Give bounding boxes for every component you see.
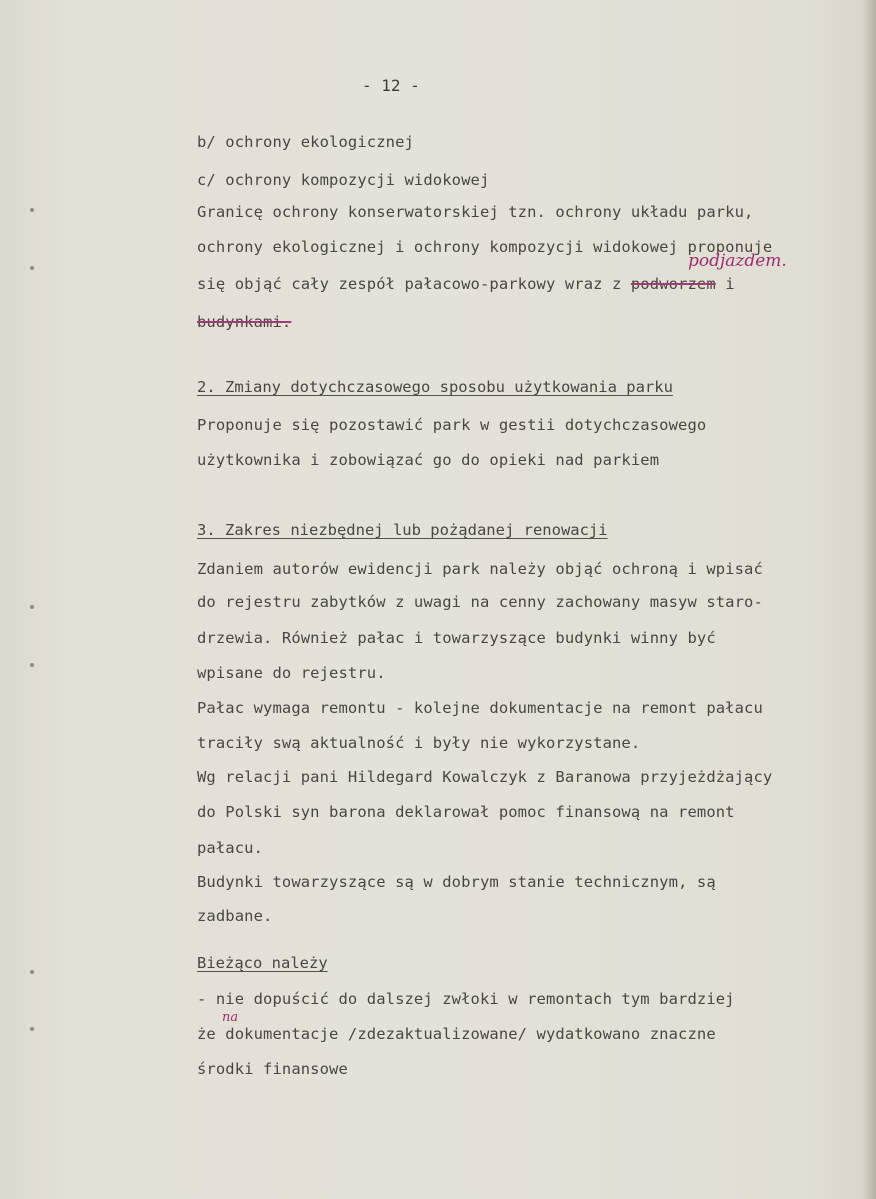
text-line: Zdaniem autorów ewidencji park należy objąć ochroną i wpisać	[197, 560, 763, 578]
text-line: ochrony ekologicznej i ochrony kompozycji widokowej proponuje	[197, 238, 773, 256]
section-heading-3: 3. Zakres niezbędnej lub pożądanej renowacji	[197, 521, 608, 539]
text-line: Pałac wymaga remontu - kolejne dokumentacje na remont pałacu	[197, 699, 763, 717]
text-line: do Polski syn barona deklarował pomoc finansową na remont	[197, 803, 735, 821]
margin-mark	[30, 970, 34, 974]
text-line: b/ ochrony ekologicznej	[197, 133, 414, 151]
text-fragment: że	[197, 1025, 226, 1043]
text-line: środki finansowe	[197, 1060, 348, 1078]
text-fragment: i	[715, 275, 735, 293]
text-line: pałacu.	[197, 839, 264, 857]
handwritten-insert: podjazdem.	[688, 251, 787, 271]
text-line: użytkownika i zobowiązać go do opieki nad parkiem	[197, 451, 660, 469]
text-line: Granicę ochrony konserwatorskiej tzn. ochrony układu parku,	[197, 203, 754, 221]
section-heading-2: 2. Zmiany dotychczasowego sposobu użytkowania parku	[197, 378, 673, 396]
margin-mark	[30, 1027, 34, 1031]
text-line: wpisane do rejestru.	[197, 664, 386, 682]
text-line: zadbane.	[197, 907, 273, 925]
text-line: c/ ochrony kompozycji widokowej	[197, 171, 490, 189]
text-line	[197, 313, 291, 331]
text-line: Proponuje się pozostawić park w gestii dotychczasowego	[197, 416, 707, 434]
text-line: drzewia. Również pałac i towarzyszące budynki winny być	[197, 629, 716, 647]
text-line: - nie dopuścić do dalszej zwłoki w remontach tym bardziej	[197, 990, 735, 1008]
margin-mark	[30, 208, 34, 212]
struck-word: podworzem	[630, 275, 716, 293]
handwritten-insert: na	[222, 1010, 239, 1025]
text-line: Budynki towarzyszące są w dobrym stanie technicznym, są	[197, 873, 716, 891]
margin-mark	[30, 605, 34, 609]
margin-mark	[30, 663, 34, 667]
text-fragment: dokumentacje /zdezaktualizowane/ wydatkowano znaczne	[225, 1025, 716, 1043]
text-line: Wg relacji pani Hildegard Kowalczyk z Baranowa przyjeżdżający	[197, 768, 773, 786]
section-heading-current: Bieżąco należy	[197, 954, 328, 972]
text-fragment: się objąć cały zespół pałacowo-parkowy wraz z	[197, 275, 631, 293]
text-line-with-insert	[197, 1025, 716, 1043]
page-edge-shadow	[862, 0, 876, 1199]
struck-word: budynkami.	[197, 313, 292, 331]
text-line: do rejestru zabytków z uwagi na cenny zachowany masyw staro-	[197, 593, 763, 611]
margin-mark	[30, 266, 34, 270]
text-line: traciły swą aktualność i były nie wykorzystane.	[197, 734, 641, 752]
text-line-with-correction	[197, 275, 735, 293]
page-number: - 12 -	[362, 76, 420, 95]
